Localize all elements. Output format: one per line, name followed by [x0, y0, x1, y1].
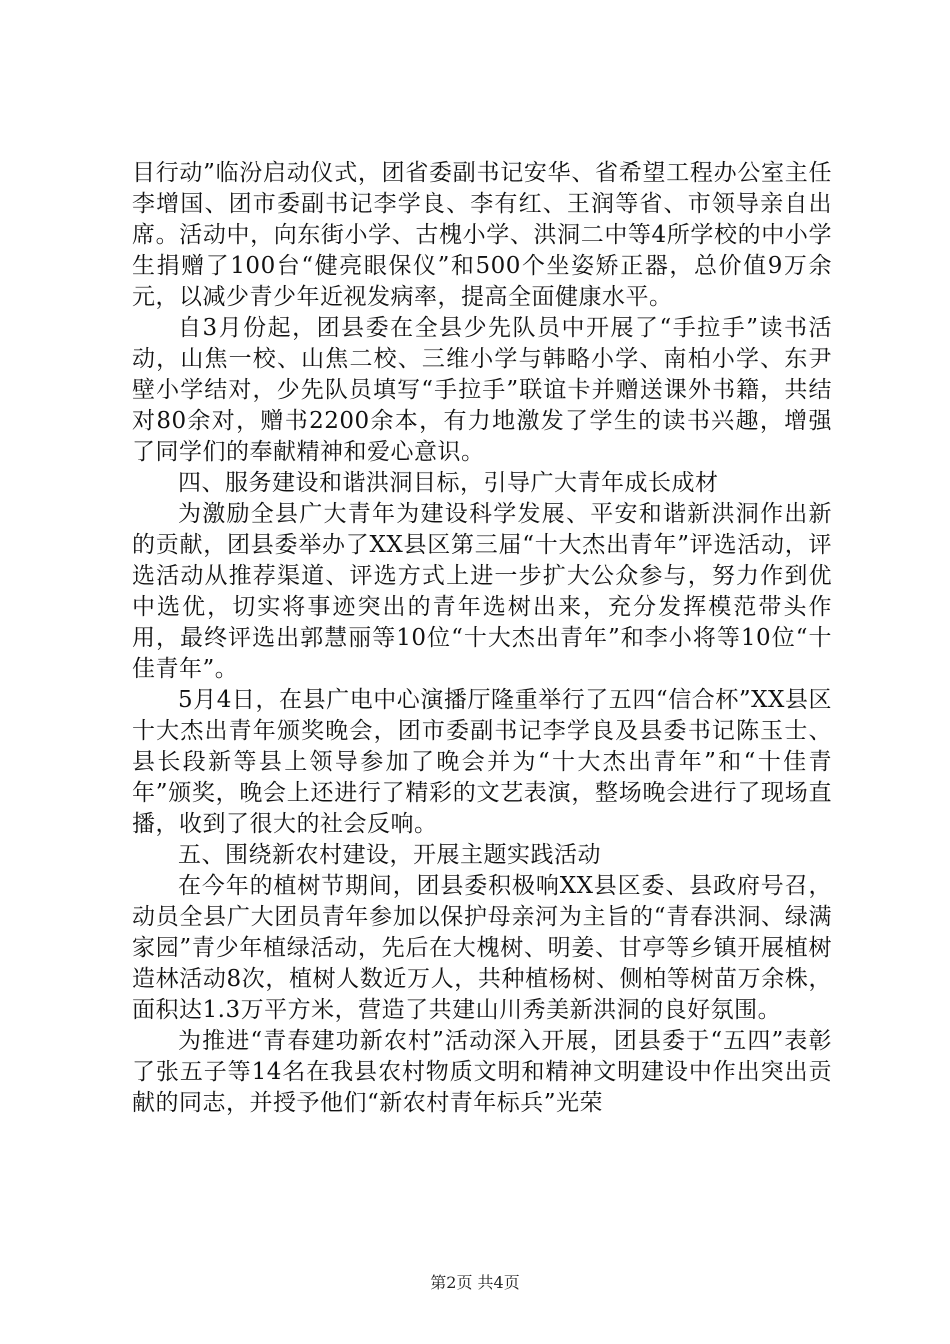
- paragraph-1: 目行动”临汾启动仪式，团省委副书记安华、省希望工程办公室主任李增国、团市委副书记李学良、李有红、王润等省、市领导亲自出席。活动中，向东街小学、古槐小学、洪洞二中等4所学校的中小学生捐赠了100台“健亮眼保仪”和500个坐姿矫正器，总价值9万余元，以减少青少年近视发病率，提高全面健康水平。: [132, 160, 832, 310]
- paragraph-4: 5月4日，在县广电中心演播厅隆重举行了五四“信合杯”XX县区十大杰出青年颁奖晚会，团市委副书记李学良及县委书记陈玉士、县长段新等县上领导参加了晚会并为“十大杰出青年”和“十佳青年”颁奖，晚会上还进行了精彩的文艺表演，整场晚会进行了现场直播，收到了很大的社会反响。: [132, 687, 833, 837]
- section-heading-4: 四、服务建设和谐洪洞目标，引导广大青年成长成材: [178, 470, 719, 496]
- document-body: [132, 158, 832, 1119]
- paragraph-2: 自3月份起，团县委在全县少先队员中开展了“手拉手”读书活动，山焦一校、山焦二校、三维小学与韩略小学、南柏小学、东尹壁小学结对，少先队员填写“手拉手”联谊卡并赠送课外书籍，共结对80余对，赠书2200余本，有力地激发了学生的读书兴趣，增强了同学们的奉献精神和爱心意识。: [132, 315, 832, 465]
- page-number-footer: 第2页 共4页: [430, 1273, 520, 1292]
- paragraph-5: 在今年的植树节期间，团县委积极响XX县区委、县政府号召，动员全县广大团员青年参加以保护母亲河为主旨的“青春洪洞、绿满家园”青少年植绿活动，先后在大槐树、明姜、甘亭等乡镇开展植树造林活动8次，植树人数近万人，共种植杨树、侧柏等树苗万余株，面积达1.3万平方米，营造了共建山川秀美新洪洞的良好氛围。: [132, 873, 832, 1023]
- paragraph-3: 为激励全县广大青年为建设科学发展、平安和谐新洪洞作出新的贡献，团县委举办了XX县区第三届“十大杰出青年”评选活动，评选活动从推荐渠道、评选方式上进一步扩大公众参与，努力作到优中选优，切实将事迹突出的青年选树出来，充分发挥模范带头作用，最终评选出郭慧丽等10位“十大杰出青年”和李小将等10位“十佳青年”。: [132, 501, 832, 682]
- paragraph-6: 为推进“青春建功新农村”活动深入开展，团县委于“五四”表彰了张五子等14名在我县农村物质文明和精神文明建设中作出突出贡献的同志，并授予他们“新农村青年标兵”光荣: [132, 1028, 832, 1116]
- section-heading-5: 五、围绕新农村建设，开展主题实践活动: [178, 842, 601, 868]
